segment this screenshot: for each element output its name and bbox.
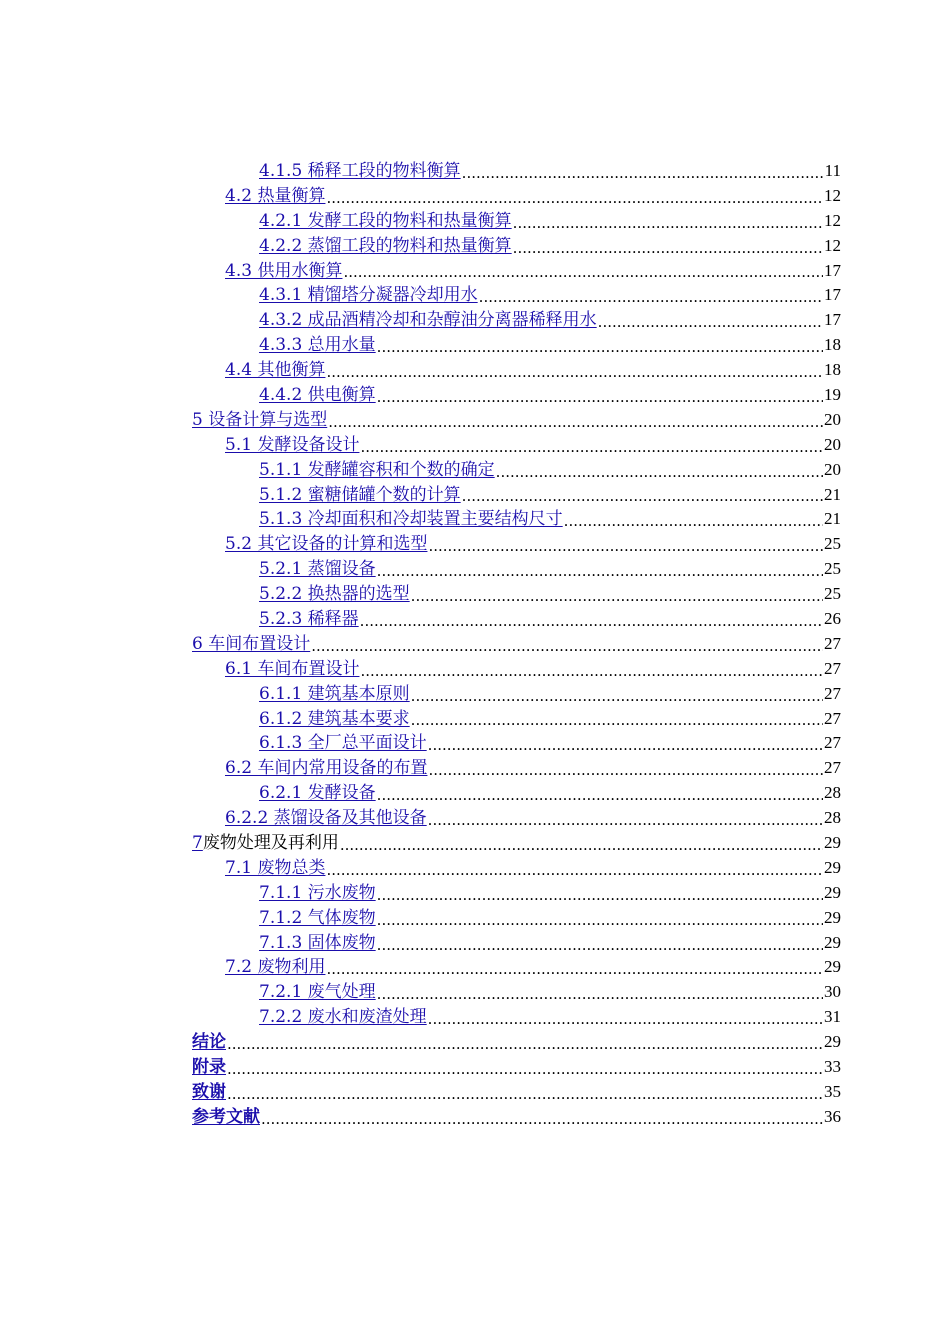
toc-page-number: 28 (824, 783, 841, 803)
toc-leader-dots (340, 834, 823, 856)
toc-entry-link[interactable]: 7.1.2 气体废物 (259, 907, 376, 928)
toc-entry-link[interactable]: 6.2.2 蒸馏设备及其他设备 (225, 808, 427, 829)
toc-page-number: 17 (824, 285, 841, 305)
toc-entry[interactable] (259, 582, 841, 607)
toc-page-number: 20 (824, 434, 841, 454)
toc-entry-link[interactable]: 参考文献 (192, 1106, 260, 1127)
toc-leader-dots (328, 411, 823, 433)
toc-entry[interactable] (259, 707, 841, 732)
toc-page-number: 33 (824, 1057, 841, 1077)
toc-leader-dots (377, 386, 823, 408)
toc-leader-dots (377, 336, 823, 358)
toc-page-number: 17 (824, 260, 841, 280)
toc-leader-dots (227, 1058, 823, 1080)
toc-entry-link[interactable]: 7.2 废物利用 (225, 957, 326, 978)
toc-entry-link[interactable]: 4.3.2 成品酒精冷却和杂醇油分离器稀释用水 (259, 310, 597, 331)
toc-entry-link[interactable]: 致谢 (192, 1081, 226, 1102)
toc-entry[interactable] (259, 980, 841, 1005)
toc-entry-link[interactable]: 结论 (192, 1032, 226, 1053)
toc-page-number: 29 (824, 907, 841, 927)
toc-entry[interactable] (259, 483, 841, 508)
table-of-contents (0, 159, 950, 1130)
toc-page-number: 21 (824, 484, 841, 504)
toc-entry[interactable] (259, 607, 841, 632)
toc-page-number: 31 (824, 1007, 841, 1027)
toc-leader-dots (326, 187, 823, 209)
toc-entry[interactable] (192, 1030, 841, 1055)
toc-entry[interactable] (259, 333, 841, 358)
toc-page-number: 26 (824, 609, 841, 629)
toc-entry-link[interactable]: 6 车间布置设计 (192, 633, 311, 654)
toc-page-number: 25 (824, 534, 841, 554)
toc-entry[interactable] (225, 657, 841, 682)
toc-entry[interactable] (225, 532, 841, 557)
toc-leader-dots (428, 1008, 823, 1030)
toc-leader-dots (496, 461, 823, 483)
toc-leader-dots (411, 709, 823, 731)
toc-page-number: 29 (824, 932, 841, 952)
toc-entry[interactable] (259, 931, 841, 956)
toc-page-number: 27 (824, 658, 841, 678)
toc-entry[interactable] (259, 731, 841, 756)
toc-entry-link[interactable]: 7.2.1 废气处理 (259, 982, 376, 1003)
toc-page-number: 21 (824, 509, 841, 529)
toc-page-number: 12 (824, 185, 841, 205)
toc-entry[interactable] (259, 781, 841, 806)
toc-page-number: 30 (824, 982, 841, 1002)
toc-entry-link[interactable]: 附录 (192, 1057, 226, 1078)
toc-entry-link[interactable]: 4.3 供用水衡算 (225, 260, 343, 281)
toc-leader-dots (377, 784, 823, 806)
toc-entry-link[interactable]: 4.2.2 蒸馏工段的物料和热量衡算 (259, 235, 512, 256)
toc-entry-link[interactable]: 6.2 车间内常用设备的布置 (225, 758, 428, 779)
toc-page-number: 19 (824, 385, 841, 404)
toc-entry[interactable] (225, 956, 841, 981)
toc-entry[interactable] (225, 184, 841, 209)
toc-page-number: 17 (824, 310, 841, 330)
toc-leader-dots (428, 734, 823, 756)
toc-entry-link[interactable]: 7.2.2 废水和废渣处理 (259, 1007, 427, 1028)
toc-entry[interactable] (259, 308, 841, 333)
toc-leader-dots (311, 635, 823, 657)
toc-entry-link[interactable]: 4.3.1 精馏塔分凝器冷却用水 (259, 285, 478, 306)
toc-page-number: 27 (824, 683, 841, 703)
toc-leader-dots (428, 535, 823, 557)
toc-leader-dots (377, 560, 823, 582)
toc-entry[interactable] (192, 1105, 841, 1130)
toc-leader-dots (360, 610, 823, 632)
toc-leader-dots (377, 909, 823, 931)
toc-entry-link[interactable]: 7.1.1 污水废物 (259, 882, 376, 903)
toc-page-number: 27 (824, 733, 841, 753)
toc-entry[interactable] (225, 358, 841, 383)
toc-entry[interactable] (225, 756, 841, 781)
toc-entry[interactable] (259, 881, 841, 906)
toc-entry-link[interactable]: 5 设备计算与选型 (192, 409, 328, 430)
toc-page-number: 29 (824, 882, 841, 902)
toc-page-number: 29 (824, 857, 841, 877)
toc-entry-link[interactable]: 7.1.3 固体废物 (259, 932, 376, 953)
toc-leader-dots (428, 809, 823, 831)
toc-entry[interactable] (259, 209, 841, 234)
toc-entry-link[interactable]: 5.1 发酵设备设计 (225, 434, 360, 455)
toc-entry[interactable] (225, 259, 841, 284)
toc-page-number: 27 (824, 758, 841, 778)
toc-page-number: 18 (824, 360, 841, 380)
toc-entry[interactable] (192, 831, 841, 856)
toc-leader-dots (377, 934, 823, 956)
toc-entry-text: 废物处理及再利用 (202, 833, 339, 854)
toc-leader-dots (360, 436, 823, 458)
toc-page-number: 18 (824, 335, 841, 355)
toc-entry-link[interactable]: 5.2 其它设备的计算和选型 (225, 534, 428, 555)
toc-leader-dots (428, 759, 823, 781)
toc-leader-dots (261, 1108, 823, 1130)
toc-page-number: 11 (824, 160, 841, 180)
toc-entry[interactable] (259, 1005, 841, 1030)
toc-entry-link[interactable]: 6.2.1 发酵设备 (259, 783, 376, 804)
toc-entry[interactable] (259, 507, 841, 532)
toc-entry-link[interactable]: 4.4 其他衡算 (225, 360, 326, 381)
toc-entry-link[interactable]: 4.2.1 发酵工段的物料和热量衡算 (259, 210, 512, 231)
toc-entry-link[interactable]: 6.1.3 全厂总平面设计 (259, 733, 427, 754)
toc-entry[interactable] (259, 906, 841, 931)
toc-page-number: 35 (824, 1081, 841, 1101)
toc-page-number: 12 (824, 235, 841, 255)
toc-page-number: 20 (824, 409, 841, 429)
toc-entry[interactable] (192, 1080, 841, 1105)
toc-entry[interactable] (192, 632, 841, 657)
toc-leader-dots (411, 585, 823, 607)
toc-leader-dots (598, 311, 823, 333)
toc-page-number: 20 (824, 459, 841, 479)
toc-entry-link[interactable]: 4.4.2 供电衡算 (259, 385, 376, 405)
toc-page-number: 29 (824, 833, 841, 853)
toc-leader-dots (326, 361, 823, 383)
toc-page-number: 25 (824, 559, 841, 579)
toc-entry[interactable] (225, 433, 841, 458)
toc-entry-link[interactable]: 5.2.1 蒸馏设备 (259, 559, 376, 580)
toc-entry-link[interactable]: 5.2.2 换热器的选型 (259, 584, 410, 605)
toc-page-number: 36 (824, 1106, 841, 1126)
toc-entry[interactable] (259, 383, 841, 408)
toc-leader-dots (513, 237, 823, 259)
toc-entry[interactable] (192, 1055, 841, 1080)
toc-page-number: 25 (824, 584, 841, 604)
toc-entry-link[interactable]: 7.1 废物总类 (225, 857, 326, 878)
toc-entry[interactable] (225, 806, 841, 831)
toc-page-number: 12 (824, 210, 841, 230)
toc-page-number: 27 (824, 633, 841, 653)
toc-leader-dots (462, 162, 824, 184)
toc-entry[interactable] (259, 283, 841, 308)
toc-leader-dots (343, 261, 823, 283)
toc-entry[interactable] (259, 458, 841, 483)
toc-leader-dots (377, 983, 823, 1005)
toc-entry-link[interactable]: 4.2 热量衡算 (225, 185, 326, 206)
toc-leader-dots (377, 884, 823, 906)
toc-leader-dots (227, 1033, 823, 1055)
toc-leader-dots (479, 286, 823, 308)
toc-page-number: 29 (824, 957, 841, 977)
toc-leader-dots (513, 212, 823, 234)
toc-leader-dots (411, 685, 823, 707)
toc-entry[interactable] (259, 234, 841, 259)
toc-leader-dots (326, 958, 823, 980)
toc-entry[interactable] (259, 557, 841, 582)
toc-entry-link[interactable]: 6.1 车间布置设计 (225, 658, 360, 679)
toc-leader-dots (360, 660, 823, 682)
toc-entry-link[interactable]: 5.1.3 冷却面积和冷却装置主要结构尺寸 (259, 509, 563, 530)
toc-leader-dots (462, 485, 823, 507)
toc-entry[interactable] (259, 682, 841, 707)
toc-leader-dots (564, 510, 823, 532)
toc-entry[interactable] (225, 856, 841, 881)
toc-entry-link[interactable]: 7 (192, 833, 203, 854)
toc-entry[interactable] (259, 159, 841, 184)
toc-entry-link[interactable]: 4.1.5 稀释工段的物料衡算 (259, 160, 461, 181)
toc-entry-link[interactable]: 6.1.1 建筑基本原则 (259, 683, 410, 704)
toc-page-number: 28 (824, 808, 841, 828)
toc-page-number: 29 (824, 1032, 841, 1052)
toc-entry-link[interactable]: 4.3.3 总用水量 (259, 335, 376, 356)
toc-entry-link[interactable]: 6.1.2 建筑基本要求 (259, 708, 410, 729)
toc-leader-dots (227, 1083, 823, 1105)
toc-leader-dots (326, 859, 823, 881)
toc-entry-link[interactable]: 5.2.3 稀释器 (259, 609, 359, 630)
toc-entry[interactable] (192, 408, 841, 433)
toc-entry-link[interactable]: 5.1.1 发酵罐容积和个数的确定 (259, 459, 495, 480)
toc-entry-link[interactable]: 5.1.2 蜜糖储罐个数的计算 (259, 484, 461, 505)
toc-page-number: 27 (824, 708, 841, 728)
